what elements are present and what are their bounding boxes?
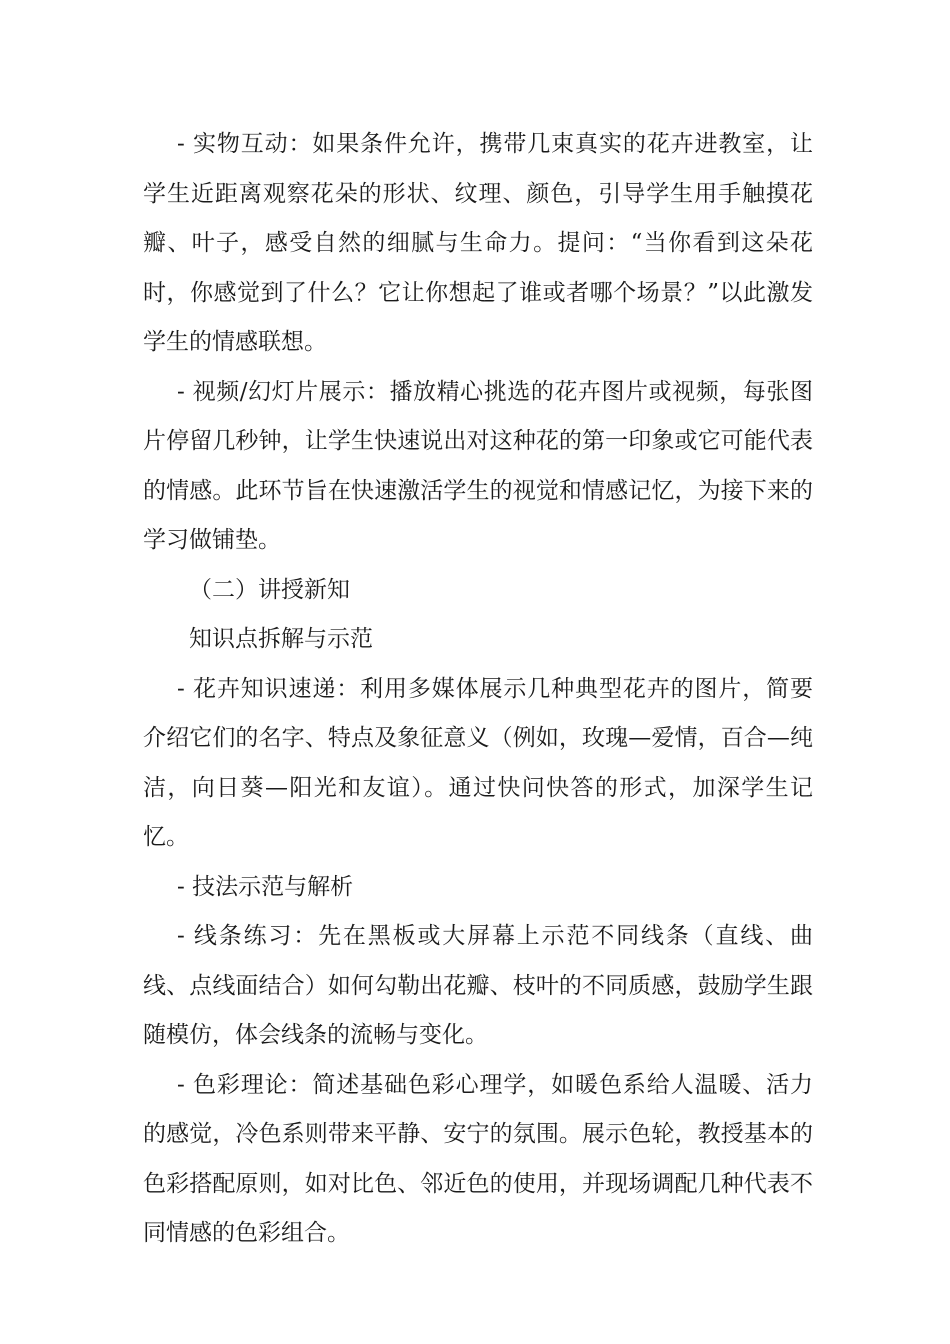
section-heading: （二）讲授新知 bbox=[189, 576, 350, 603]
paragraph-line-practice: - 线条练习：先在黑板或大屏幕上示范不同线条（直线、曲线、点线面结合）如何勾勒出花瓣、枝叶的不同质感，鼓励学生跟随模仿，体会线条的流畅与变化。 bbox=[143, 923, 813, 1048]
body-text bbox=[143, 120, 813, 1259]
subheading: 知识点拆解与示范 bbox=[189, 626, 373, 652]
paragraph-real-object-interaction: - 实物互动：如果条件允许，携带几束真实的花卉进教室，让学生近距离观察花朵的形状、纹理、颜色，引导学生用手触摸花瓣、叶子，感受自然的细腻与生命力。提问：“当你看到这朵花时，你感觉到了什么？它让你想起了谁或者哪个场景？”以此激发学生的情感联想。 bbox=[143, 131, 813, 355]
paragraph-color-theory: - 色彩理论：简述基础色彩心理学，如暖色系给人温暖、活力的感觉，冷色系则带来平静、安宁的氛围。展示色轮，教授基本的色彩搭配原则，如对比色、邻近色的使用，并现场调配几种代表不同情感的色彩组合。 bbox=[143, 1071, 813, 1246]
paragraph-video-slideshow: - 视频/幻灯片展示：播放精心挑选的花卉图片或视频，每张图片停留几秒钟，让学生快速说出对这种花的第一印象或它可能代表的情感。此环节旨在快速激活学生的视觉和情感记忆，为接下来的学习做铺垫。 bbox=[143, 378, 813, 553]
paragraph-flower-knowledge: - 花卉知识速递：利用多媒体展示几种典型花卉的图片，简要介绍它们的名字、特点及象征意义（例如，玫瑰—爱情，百合—纯洁，向日葵—阳光和友谊）。通过快问快答的形式，加深学生记忆。 bbox=[143, 675, 813, 850]
paragraph-technique-demo: - 技法示范与解析 bbox=[177, 873, 354, 900]
